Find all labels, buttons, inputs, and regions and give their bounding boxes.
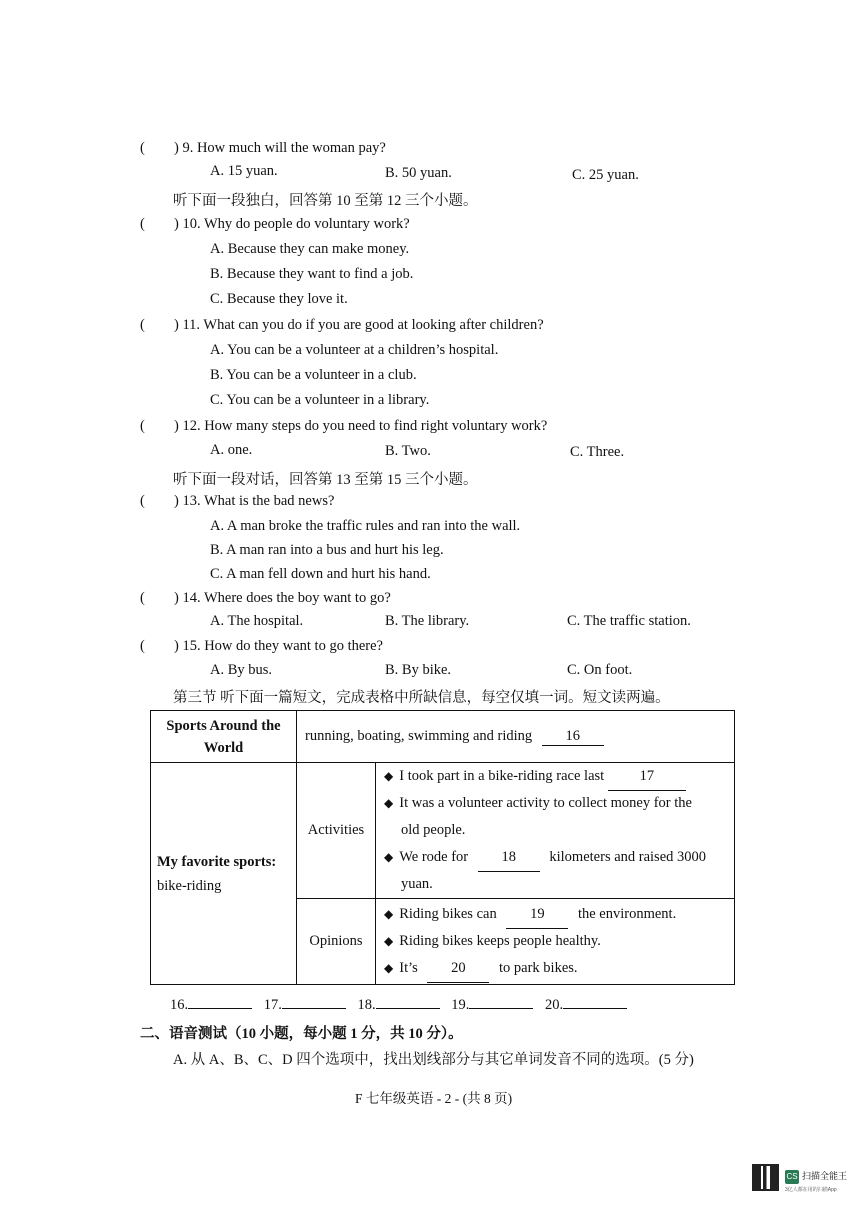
favorite-sports-label: My favorite sports: — [157, 853, 277, 870]
answer-lines — [170, 997, 627, 1014]
answer-paren: ( — [140, 216, 145, 232]
opinion-3-text-post: to park bikes. — [499, 960, 578, 976]
opinion-3-text: It’s — [399, 960, 418, 976]
diamond-bullet-icon: ◆ — [384, 796, 394, 810]
sports-list-cell — [297, 711, 735, 763]
q9-option-b: B. 50 yuan. — [385, 165, 452, 181]
q13-option-a: A. A man broke the traffic rules and ran into the wall. — [210, 518, 521, 534]
q11-option-c: C. You can be a volunteer in a library. — [210, 392, 430, 408]
activity-3-text-post: kilometers and raised 3000 — [549, 849, 707, 865]
q15-option-a: A. By bus. — [210, 662, 273, 678]
question-11: ) 11. What can you do if you are good at looking after children? — [174, 317, 544, 333]
answer-paren: ( — [140, 140, 145, 156]
diamond-bullet-icon: ◆ — [384, 769, 394, 783]
sports-table — [150, 710, 735, 985]
answer-paren: ( — [140, 317, 145, 333]
answer-label-17: 17. — [263, 997, 282, 1013]
diamond-bullet-icon: ◆ — [384, 850, 394, 864]
answer-label-18: 18. — [357, 997, 376, 1013]
opinions-content — [376, 899, 735, 985]
q12-option-a: A. one. — [210, 442, 253, 458]
q11-option-b: B. You can be a volunteer in a club. — [210, 367, 417, 383]
answer-paren: ( — [140, 638, 145, 654]
part-2-heading: 二、语音测试（10 小题，每小题 1 分，共 10 分）。 — [140, 1026, 463, 1042]
sports-list-text: running, boating, swimming and riding — [305, 727, 533, 744]
answer-paren: ( — [140, 493, 145, 509]
activity-1-text: I took part in a bike-riding race last — [399, 768, 605, 784]
answer-label-16: 16. — [170, 997, 189, 1013]
q15-option-c: C. On foot. — [567, 662, 633, 678]
diamond-bullet-icon: ◆ — [384, 907, 394, 921]
question-15: ) 15. How do they want to go there? — [174, 638, 383, 654]
answer-input-18[interactable] — [376, 1008, 440, 1009]
q9-option-a: A. 15 yuan. — [210, 163, 278, 179]
activities-content — [376, 763, 735, 899]
question-9: ) 9. How much will the woman pay? — [174, 140, 386, 156]
qr-code-icon — [752, 1164, 779, 1191]
q15-option-b: B. By bike. — [385, 662, 452, 678]
question-12: ) 12. How many steps do you need to find right voluntary work? — [174, 418, 548, 434]
favorite-sports-value: bike-riding — [157, 877, 222, 894]
q11-option-a: A. You can be a volunteer at a children’s hospital. — [210, 342, 499, 358]
answer-input-20[interactable] — [563, 1008, 627, 1009]
instruction-10-12: 听下面一段独白，回答第 10 至第 12 三个小题。 — [173, 193, 478, 209]
q10-option-b: B. Because they want to find a job. — [210, 266, 414, 282]
blank-17: 17 — [608, 763, 686, 791]
answer-label-20: 20. — [545, 997, 564, 1013]
activity-2-text-cont: old people. — [401, 822, 466, 838]
blank-16: 16 — [542, 728, 604, 746]
table-header-cell — [151, 711, 297, 763]
blank-18: 18 — [478, 844, 540, 872]
answer-input-19[interactable] — [469, 1008, 533, 1009]
question-14: ) 14. Where does the boy want to go? — [174, 590, 391, 606]
section-3-instruction: 第三节 听下面一篇短文，完成表格中所缺信息，每空仅填一词。短文读两遍。 — [173, 690, 670, 706]
diamond-bullet-icon: ◆ — [384, 934, 394, 948]
blank-20: 20 — [427, 955, 489, 983]
activity-3-text: We rode for — [399, 849, 469, 865]
favorite-sports-cell — [151, 763, 297, 985]
q14-option-a: A. The hospital. — [210, 613, 304, 629]
answer-label-19: 19. — [451, 997, 470, 1013]
question-10: ) 10. Why do people do voluntary work? — [174, 216, 410, 232]
q13-option-b: B. A man ran into a bus and hurt his leg. — [210, 542, 444, 558]
opinion-1-text: Riding bikes can — [399, 906, 497, 922]
q13-option-c: C. A man fell down and hurt his hand. — [210, 566, 431, 582]
q14-option-b: B. The library. — [385, 613, 470, 629]
answer-input-17[interactable] — [282, 1008, 346, 1009]
q9-option-c: C. 25 yuan. — [572, 167, 639, 183]
question-13: ) 13. What is the bad news? — [174, 493, 335, 509]
camscanner-logo-icon: CS — [785, 1170, 799, 1184]
activity-2-text: It was a volunteer activity to collect money for the — [399, 795, 692, 811]
scanner-watermark: 扫描全能王 — [802, 1171, 848, 1181]
q14-option-c: C. The traffic station. — [567, 613, 691, 629]
q12-option-b: B. Two. — [385, 443, 431, 459]
activity-3-text-cont: yuan. — [401, 876, 433, 892]
q12-option-c: C. Three. — [570, 444, 625, 460]
page-footer: F 七年级英语 - 2 - (共 8 页) — [355, 1091, 513, 1106]
table-header-line1: Sports Around the — [166, 717, 281, 734]
answer-paren: ( — [140, 590, 145, 606]
answer-input-16[interactable] — [188, 1008, 252, 1009]
activities-label: Activities — [297, 763, 376, 899]
scanner-watermark-sub: 3亿人都在用的扫描App — [785, 1187, 837, 1193]
q10-option-a: A. Because they can make money. — [210, 241, 410, 257]
instruction-13-15: 听下面一段对话，回答第 13 至第 15 三个小题。 — [173, 472, 478, 488]
diamond-bullet-icon: ◆ — [384, 961, 394, 975]
answer-paren: ( — [140, 418, 145, 434]
opinions-label: Opinions — [297, 899, 376, 985]
opinion-1-text-post: the environment. — [577, 906, 677, 922]
table-header-line2: World — [203, 739, 244, 756]
part-2a-instruction: A. 从 A、B、C、D 四个选项中，找出划线部分与其它单词发音不同的选项。(5 分) — [173, 1052, 694, 1068]
q10-option-c: C. Because they love it. — [210, 291, 348, 307]
opinion-2-text: Riding bikes keeps people healthy. — [399, 933, 601, 949]
blank-19: 19 — [506, 901, 568, 929]
